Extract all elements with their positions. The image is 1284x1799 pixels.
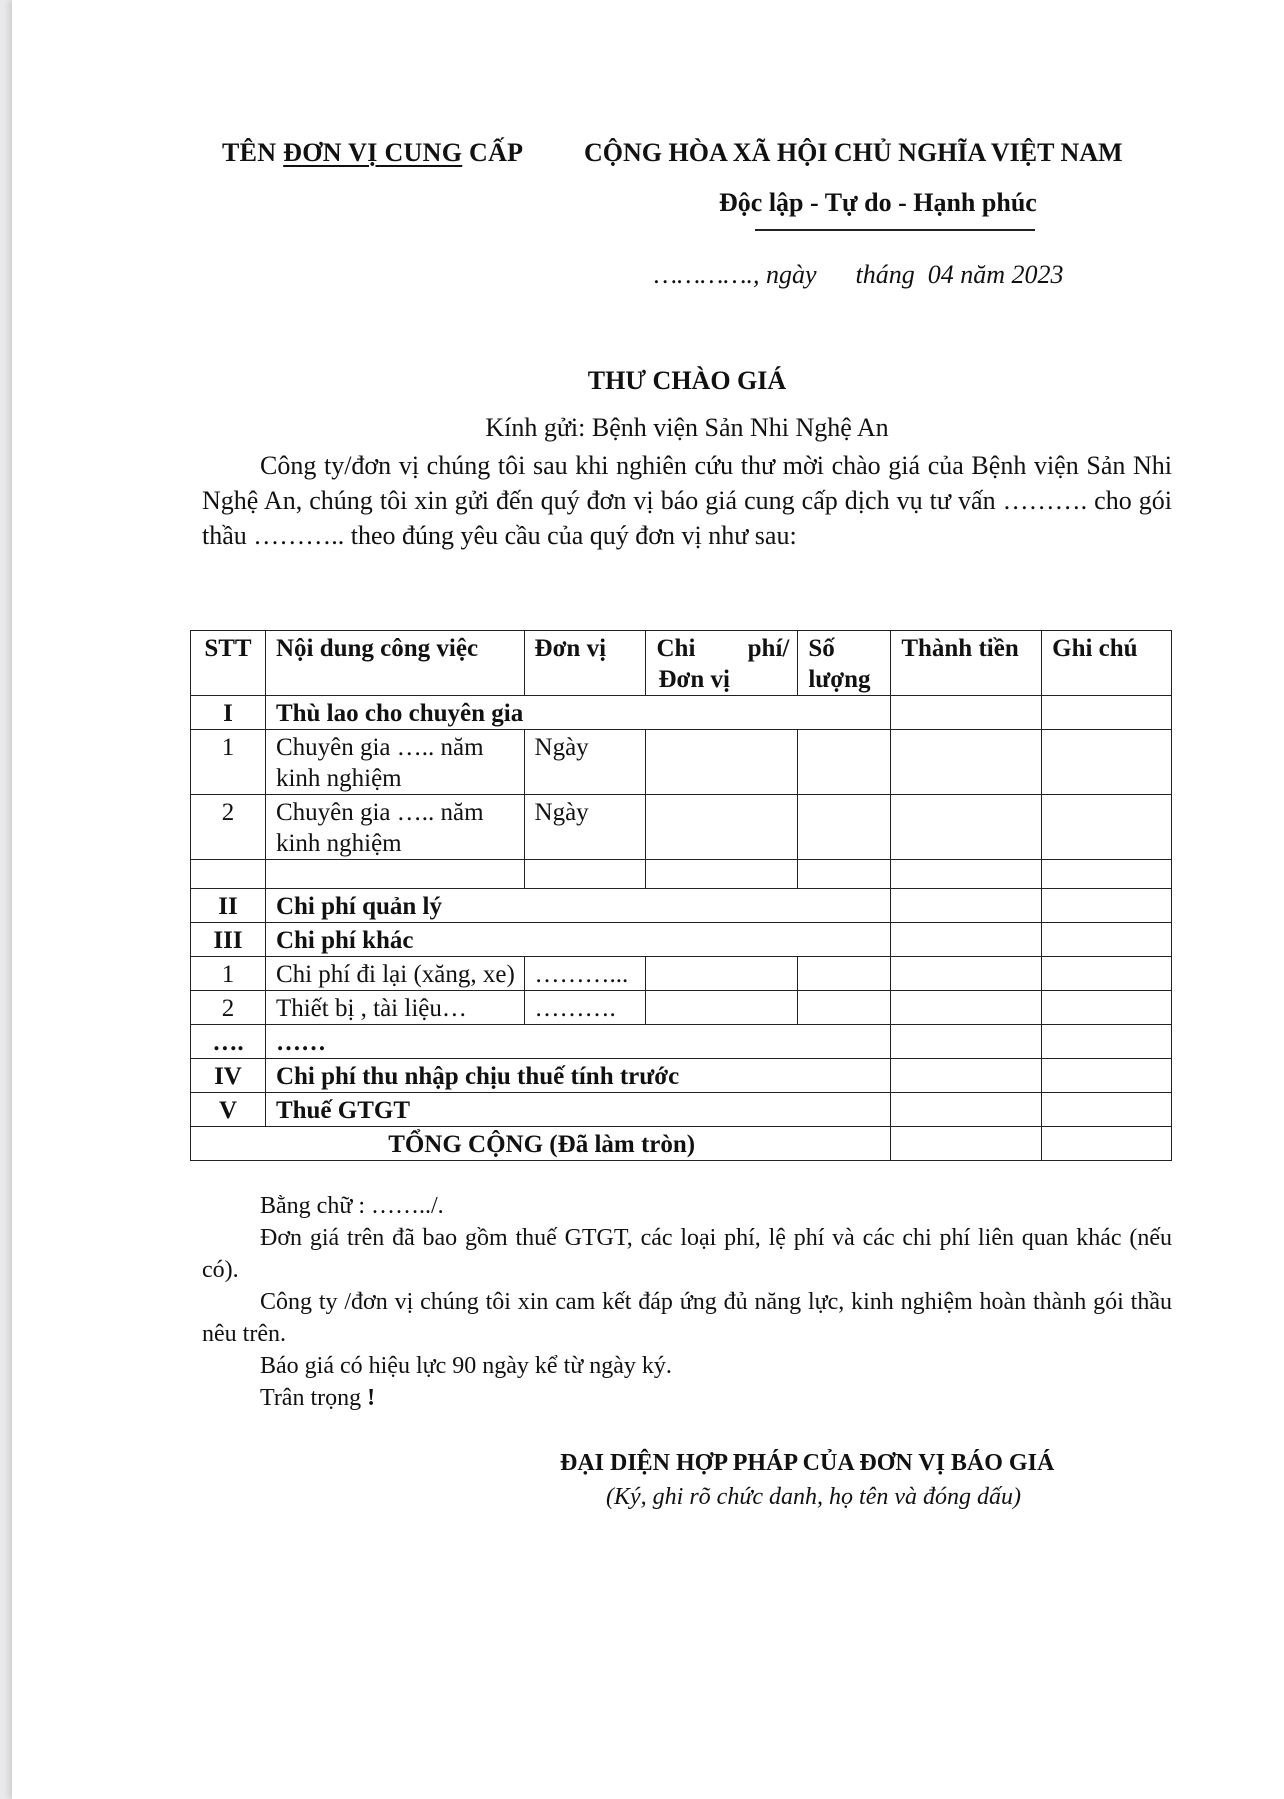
validity-note: Báo giá có hiệu lực 90 ngày kể từ ngày ký. [260,1353,672,1379]
header-unit: Đơn vị [524,631,646,696]
table-row [191,889,1172,923]
cell-section-label: Thuế GTGT [265,1093,890,1127]
cell-content [265,860,524,889]
regards-line [202,1382,1172,1414]
cell-quantity [798,795,891,860]
cell-section-stt: II [191,889,266,923]
table-row [191,957,1172,991]
cell-stt: 1 [191,730,266,795]
regards-text: Trân trọng [260,1385,362,1411]
cell-note [1042,1059,1172,1093]
cell-note [1042,1025,1172,1059]
national-motto: Độc lập - Tự do - Hạnh phúc [719,188,1037,217]
header-quantity: Số lượng [798,631,891,696]
cell-note [1042,1093,1172,1127]
table-row [191,1025,1172,1059]
cell-quantity [798,730,891,795]
table-row [191,1093,1172,1127]
cell-note [1042,696,1172,730]
cell-content: Chuyên gia ….. năm kinh nghiệm [265,730,524,795]
header-unit-cost-line2: Đơn vị [658,666,730,693]
cell-amount [891,696,1042,730]
header-unit-cost [646,631,798,696]
table-header-row [191,631,1172,696]
header-stt: STT [191,631,266,696]
cell-section-stt: III [191,923,266,957]
cell-section-label: …… [265,1025,890,1059]
cell-amount [891,923,1042,957]
commitment-note: Công ty /đơn vị chúng tôi xin cam kết đáp ứng đủ năng lực, kinh nghiệm hoàn thành gói thầu nêu trên. [202,1289,1172,1347]
cell-amount [891,730,1042,795]
cell-section-stt: I [191,696,266,730]
cell-amount [891,889,1042,923]
cell-note [1042,923,1172,957]
intro-paragraph: Công ty/đơn vị chúng tôi sau khi nghiên cứu thư mời chào giá của Bệnh viện Sản Nhi Nghệ An, chúng tôi xin gửi đến quý đơn vị báo giá cung cấp dịch vụ tư vấn ………. cho gói thầu ……….. theo đúng yêu cầu của quý đơn vị như sau: [202,451,1172,550]
cell-note [1042,991,1172,1025]
table-row [191,730,1172,795]
amount-in-words: Bằng chữ : ……../. [260,1193,444,1219]
cell-unit: ………. [524,991,646,1025]
cell-amount [891,1127,1042,1161]
vat-note: Đơn giá trên đã bao gồm thuế GTGT, các loại phí, lệ phí và các chi phí liên quan khác (nếu có). [202,1225,1172,1283]
cell-stt: 2 [191,795,266,860]
date-line: …………., ngày tháng 04 năm 2023 [654,260,1064,289]
supplier-name-part: TÊN [222,138,284,167]
table-row [191,860,1172,889]
cell-stt: 2 [191,991,266,1025]
cell-section-stt: …. [191,1025,266,1059]
header-unit-cost-line1 [656,633,789,664]
cell-amount [891,957,1042,991]
header-content: Nội dung công việc [265,631,524,696]
header-note: Ghi chú [1042,631,1172,696]
header-amount: Thành tiền [891,631,1042,696]
cell-amount [891,991,1042,1025]
cell-amount [891,795,1042,860]
cell-section-label: Chi phí thu nhập chịu thuế tính trước [265,1059,890,1093]
cell-section-stt: V [191,1093,266,1127]
cell-section-label: Chi phí quản lý [265,889,890,923]
cell-unit [524,860,646,889]
cell-amount [891,860,1042,889]
cell-section-label: Thù lao cho chuyên gia [265,696,890,730]
document-page [12,0,1284,1799]
cell-unit-cost [646,730,798,795]
cell-content: Chuyên gia ….. năm kinh nghiệm [265,795,524,860]
cell-section-stt: IV [191,1059,266,1093]
cell-unit: Ngày [524,795,646,860]
cell-note [1042,889,1172,923]
recipient-line: Kính gửi: Bệnh viện Sản Nhi Nghệ An [485,413,889,442]
cell-stt: 1 [191,957,266,991]
cell-note [1042,730,1172,795]
closing-section [202,1190,1172,1414]
cell-content: Thiết bị , tài liệu… [265,991,524,1025]
supplier-name-underlined: ĐƠN VỊ CUNG [283,138,463,167]
cell-section-label: Chi phí khác [265,923,890,957]
cell-amount [891,1093,1042,1127]
header-row [202,132,1172,172]
supplier-name-part: CẤP [462,138,524,167]
cell-stt [191,860,266,889]
cell-content: Chi phí đi lại (xăng, xe) [265,957,524,991]
table-row [191,991,1172,1025]
cell-unit-cost [646,795,798,860]
national-heading: CỘNG HÒA XÃ HỘI CHỦ NGHĨA VIỆT NAM [584,138,1123,167]
header-unit-cost-word: Chi [656,635,696,662]
cell-note [1042,860,1172,889]
signature-note: (Ký, ghi rõ chức danh, họ tên và đóng dấu) [606,1484,1022,1510]
cell-quantity [798,957,891,991]
table-row [191,1059,1172,1093]
cell-unit-cost [646,957,798,991]
table-row [191,795,1172,860]
cell-unit: ………... [524,957,646,991]
cell-amount [891,1059,1042,1093]
header-unit-cost-word: phí/ [747,635,790,662]
cell-note [1042,1127,1172,1161]
cell-unit-cost [646,860,798,889]
cell-note [1042,795,1172,860]
signature-title: ĐẠI DIỆN HỢP PHÁP CỦA ĐƠN VỊ BÁO GIÁ [560,1450,1055,1476]
cell-note [1042,957,1172,991]
cell-unit: Ngày [524,730,646,795]
cell-quantity [798,860,891,889]
table-body [191,696,1172,1161]
table-row [191,923,1172,957]
document-title: THƯ CHÀO GIÁ [587,366,787,395]
quotation-table [190,630,1172,1161]
motto-underline [755,229,1035,231]
table-row [191,1127,1172,1161]
cell-unit-cost [646,991,798,1025]
cell-total-label: TỔNG CỘNG (Đã làm tròn) [191,1127,891,1161]
table-row [191,696,1172,730]
cell-quantity [798,991,891,1025]
document-content [202,132,1172,1510]
regards-mark: ! [361,1385,376,1411]
supplier-name-heading [222,138,523,168]
cell-amount [891,1025,1042,1059]
